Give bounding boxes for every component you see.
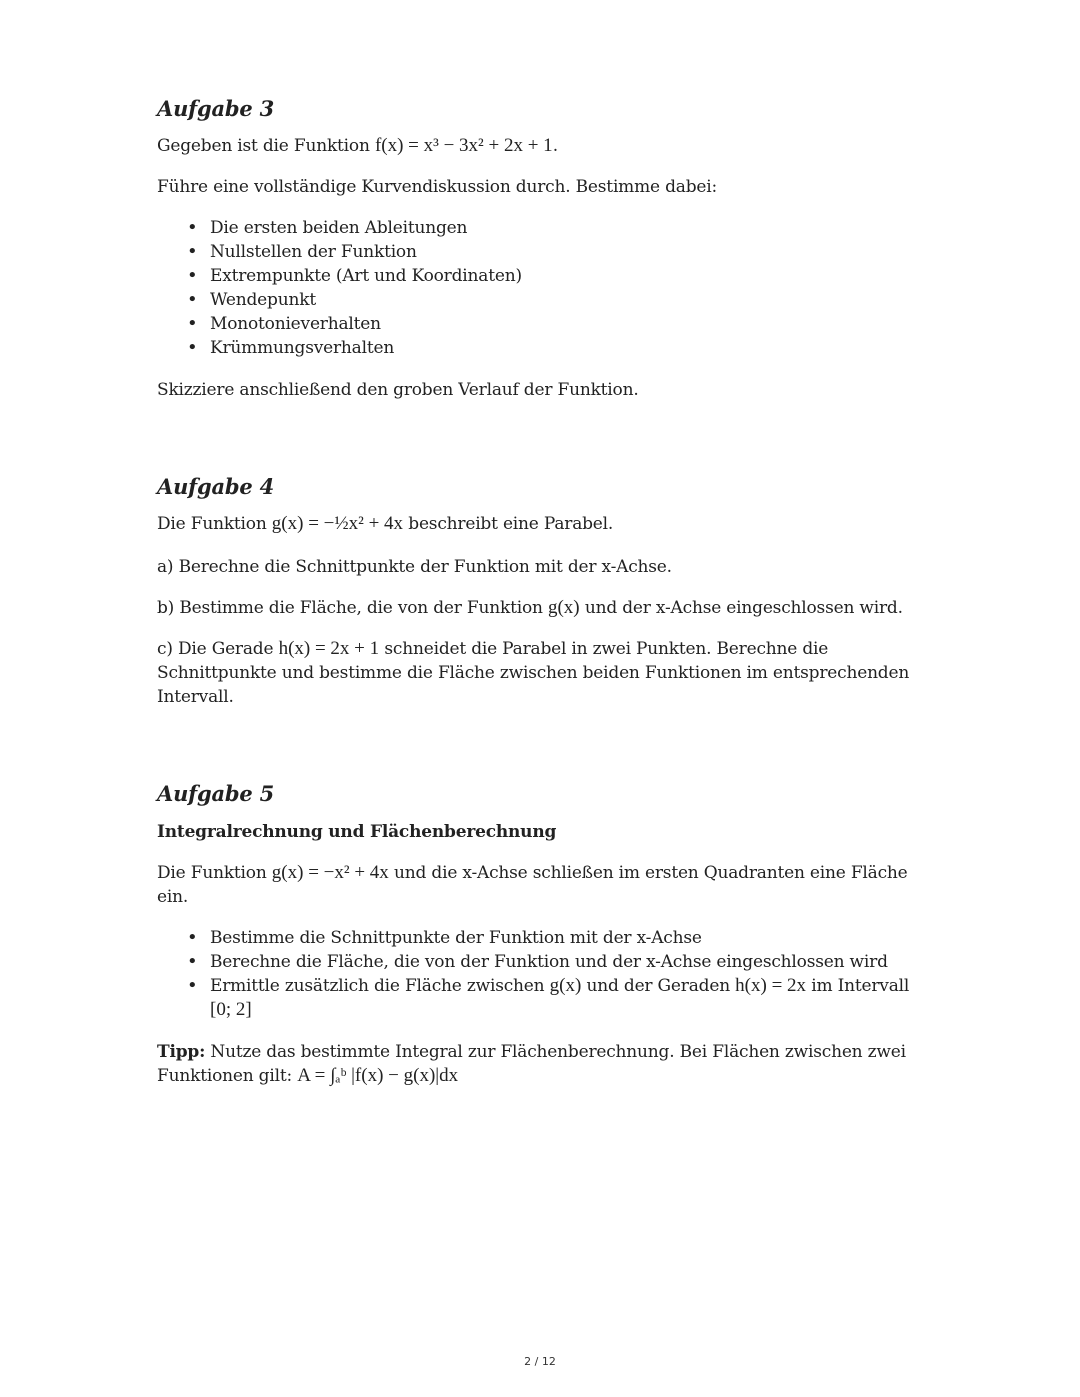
aufgabe-5-intro: Die Funktion g(x) = −x² + 4x und die x-Achse schließen im ersten Quadranten eine Fläche ein. [157, 862, 908, 907]
page-number: 2 / 12 [524, 1355, 556, 1368]
aufgabe-4-part-b: b) Bestimme die Fläche, die von der Funktion g(x) und der x-Achse eingeschlossen wird. [157, 597, 903, 618]
list-item: • Die ersten beiden Ableitungen [210, 216, 917, 240]
list-item: • Extrempunkte (Art und Koordinaten) [210, 264, 917, 288]
aufgabe-4-part-c: c) Die Gerade h(x) = 2x + 1 schneidet die Parabel in zwei Punkten. Berechne die Schnittpunkte und bestimme die Fläche zwischen beiden Funktionen im entsprechenden Intervall. [157, 638, 910, 707]
tip-label: Tipp: [157, 1042, 206, 1062]
aufgabe-3 [157, 96, 917, 402]
tip-formula: A = ∫ₐᵇ |f(x) − g(x)|dx [297, 1065, 459, 1086]
aufgabe-4-formula: g(x) = −½x² + 4x [271, 513, 404, 534]
aufgabe-5-subtitle: Integralrechnung und Flächenberechnung [157, 822, 557, 842]
aufgabe-5-formula: g(x) = −x² + 4x [271, 862, 389, 883]
list-item: • Bestimme die Schnittpunkte der Funktion mit der x-Achse [210, 926, 917, 950]
aufgabe-3-task: Führe eine vollständige Kurvendiskussion durch. Bestimme dabei: [157, 177, 718, 197]
list-item: • Krümmungsverhalten [210, 336, 917, 360]
page-content [157, 96, 917, 1088]
aufgabe-3-intro: Gegeben ist die Funktion f(x) = x³ − 3x² + 2x + 1. [157, 135, 558, 156]
aufgabe-4-part-a: a) Berechne die Schnittpunkte der Funktion mit der x-Achse. [157, 557, 672, 577]
aufgabe-3-closing: Skizziere anschließend den groben Verlauf der Funktion. [157, 380, 639, 400]
aufgabe-4-intro: Die Funktion g(x) = −½x² + 4x beschreibt eine Parabel. [157, 513, 614, 534]
list-item: • Monotonieverhalten [210, 312, 917, 336]
aufgabe-4 [157, 474, 917, 709]
aufgabe-3-list [157, 216, 917, 360]
aufgabe-3-formula: f(x) = x³ − 3x² + 2x + 1 [374, 135, 553, 156]
list-item: • Berechne die Fläche, die von der Funktion und der x-Achse eingeschlossen wird [210, 950, 917, 974]
list-item: • Wendepunkt [210, 288, 917, 312]
aufgabe-5 [157, 781, 917, 1088]
aufgabe-5-tip: Tipp: Nutze das bestimmte Integral zur Flächenberechnung. Bei Flächen zwischen zwei Funktionen gilt: A = ∫ₐᵇ |f(x) − g(x)|dx [157, 1042, 906, 1086]
aufgabe-4-title: Aufgabe 4 [157, 474, 275, 499]
list-item: • Nullstellen der Funktion [210, 240, 917, 264]
list-item: • Ermittle zusätzlich die Fläche zwischen g(x) und der Geraden h(x) = 2x im Intervall [0; 2] [210, 974, 917, 1022]
aufgabe-5-list [157, 926, 917, 1022]
aufgabe-5-title: Aufgabe 5 [157, 781, 275, 806]
aufgabe-3-title: Aufgabe 3 [157, 96, 275, 121]
